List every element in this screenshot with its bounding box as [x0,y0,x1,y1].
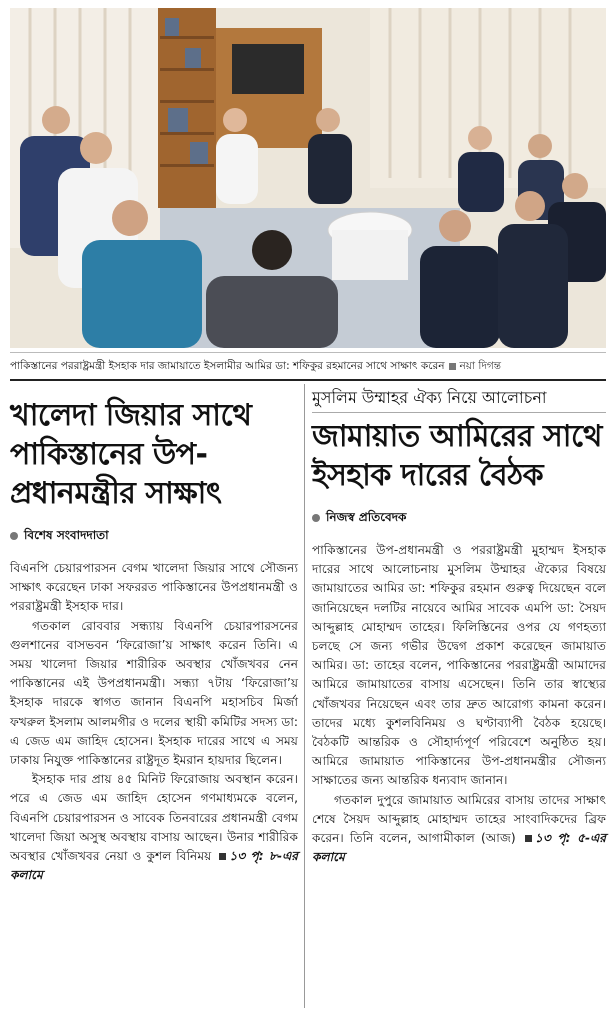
right-story [312,382,606,1010]
right-body [312,541,606,867]
left-byline-text: বিশেষ সংবাদদাতা [24,528,109,542]
right-kicker: মুসলিম উম্মাহর ঐক্য নিয়ে আলোচনা [312,386,606,413]
caption-text: পাকিস্তানের পররাষ্ট্রমন্ত্রী ইসহাক দার জামায়াতে ইসলামীর আমির ডা: শফিকুর রহমানের সাথে সাক্ষাৎ করেন [10,360,445,372]
left-paragraph [10,770,298,885]
square-bullet-icon [449,363,456,370]
right-paragraph-text: গতকাল দুপুরে জামায়াত আমিরের বাসায় তাদের সাক্ষাৎ শেষে সৈয়দ আব্দুল্লাহ মোহাম্মদ তাহের সাংবাদিকদের ব্রিফ করেন। তিনি বলেন, আগামীকাল (আজ) [312,792,606,846]
meeting-photo [10,8,606,348]
right-headline[interactable]: জামায়াত আমিরের সাথে ইসহাক দারের বৈঠক [312,419,602,493]
photo-credit: নয়া দিগন্ত [459,360,501,372]
right-paragraph: পাকিস্তানের উপ-প্রধানমন্ত্রী ও পররাষ্ট্রমন্ত্রী মুহাম্মদ ইসহাক দারের সাথে আলোচনায় মুসলিম উম্মাহর ঐক্যের বিষয়ে জামায়াতের আমির ডা: শফিকুর রহমান গুরুত্ব দিয়েছেন বলে জানিয়েছেন দলটির নায়েবে আমির সাবেক এমপি ডা: সৈয়দ আব্দুল্লাহ মোহাম্মদ তাহের। ফিলিস্তিনের ওপর যে গণহত্যা চলছে সে জন্য গভীর উদ্বেগ প্রকাশ করেছেন জামায়াত আমির। ডা: তাহের বলেন, পাকিস্তানের পররাষ্ট্রমন্ত্রী আমাদের আমিরে জামায়াতের বাসায় এসেছেন। তিনি তার স্বাস্থ্যের খোঁজখবর নিয়েছেন এবং তার দ্রুত আরোগ্য কামনা করেন। তাদের মধ্যে কুশলবিনিময় ও ঘণ্টাব্যাপী বৈঠক হয়েছে। বৈঠকটি আন্তরিক ও সৌহার্দ্যপূর্ণ পরিবেশে অনুষ্ঠিত হয়। আমিরে জামায়াত পাকিস্তানের উপ-প্রধানমন্ত্রীর সৌজন্য সাক্ষাতের জন্য আন্তরিক ধন্যবাদ জানান। [312,543,606,788]
bullet-icon [10,532,18,540]
square-bullet-icon [219,853,226,860]
bullet-icon [312,514,320,522]
left-story [10,382,298,1010]
left-paragraph: গতকাল রোববার সন্ধ্যায় বিএনপি চেয়ারপারসনের গুলশানের বাসভবন ‘ফিরোজা’য় সাক্ষাৎ করেন তিনি। এ সময় খালেদা জিয়ার শারীরিক অবস্থার খোঁজখবর নেন পাকিস্তানের এই উপপ্রধানমন্ত্রী। সন্ধ্যা ৭টায় ‘ফিরোজা’য় ইসহাক দারকে স্বাগত জানান বিএনপি মহাসচিব মির্জা ফখরুল ইসলাম আলমগীর ও দলের স্থায়ী কমিটির সদস্য ডা: এ জেড এম জাহিদ হোসেন। ইসহাক দারের সাথে এ সময় ঢাকায় নিযুক্ত পাকিস্তানের রাষ্ট্রদূত ইমরান হায়দার ছিলেন। [10,618,298,768]
photo-caption [10,352,606,381]
right-paragraph [312,791,606,868]
left-paragraph-text: ইসহাক দার প্রায় ৪৫ মিনিট ফিরোজায় অবস্থান করেন। পরে এ জেড এম জাহিদ হোসেন গণমাধ্যমকে বলেন, বিএনপি চেয়ারপারসন ও সাবেক তিনবারের প্রধানমন্ত্রী বেগম খালেদা জিয়া অসুস্থ অবস্থায় বাসায় আছেন। উনার শারীরিক অবস্থার খোঁজখবর নেয়া ও কুশল বিনিময় [10,772,298,864]
right-jump-text: ১৩ পৃ: ৫-এর কলামে [312,831,606,865]
left-paragraph: বিএনপি চেয়ারপারসন বেগম খালেদা জিয়ার সাথে সৌজন্য সাক্ষাৎ করেছেন ঢাকা সফররত পাকিস্তানের উপপ্রধানমন্ত্রী ও পররাষ্ট্রমন্ত্রী ইসহাক দার। [10,561,298,614]
left-jump-text: ১৩ পৃ: ৮-এর কলামে [10,849,298,883]
left-body [10,559,298,885]
column-divider [304,384,305,1008]
left-headline[interactable]: খালেদা জিয়ার সাথে পাকিস্তানের উপ-প্রধানমন্ত্রীর সাক্ষাৎ [10,398,252,511]
right-byline-text: নিজস্ব প্রতিবেদক [326,510,407,524]
square-bullet-icon [525,835,532,842]
left-byline [10,527,298,547]
right-byline [312,509,606,529]
